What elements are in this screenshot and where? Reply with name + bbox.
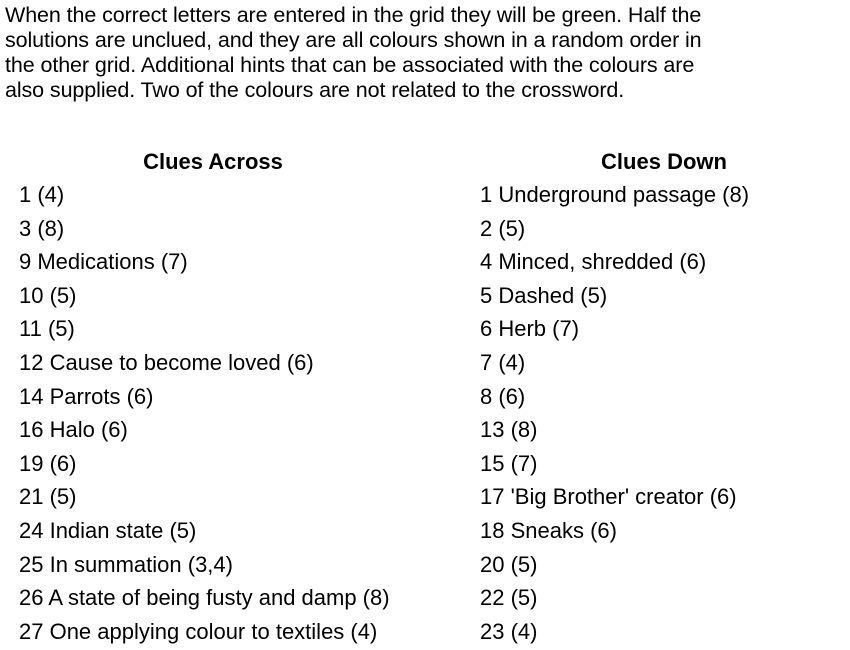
clue-across-11: 11 (5) <box>19 316 75 342</box>
clue-down-18: 18 Sneaks (6) <box>480 517 617 543</box>
clue-down-13: 13 (8) <box>480 417 538 443</box>
clue-across-21: 21 (5) <box>19 484 77 510</box>
clue-across-25: 25 In summation (3,4) <box>19 551 233 577</box>
clues-down-column <box>480 145 840 648</box>
clue-down-7: 7 (4) <box>480 349 526 375</box>
clue-down-20: 20 (5) <box>480 551 538 577</box>
instructions-line: also supplied. Two of the colours are not related to the crossword. <box>5 78 625 102</box>
clue-down-6: 6 Herb (7) <box>480 316 580 342</box>
clue-down-15: 15 (7) <box>480 450 538 476</box>
clues-down-list <box>480 178 840 648</box>
clue-across-16: 16 Halo (6) <box>19 417 128 443</box>
clue-down-4: 4 Minced, shredded (6) <box>480 249 707 275</box>
clue-down-8: 8 (6) <box>480 383 526 409</box>
clue-across-1: 1 (4) <box>19 182 65 207</box>
clue-across-27: 27 One applying colour to textiles (4) <box>19 618 378 644</box>
clues-across-list <box>19 178 439 648</box>
clue-across-9: 9 Medications (7) <box>19 249 188 275</box>
instructions-paragraph <box>5 3 847 103</box>
clue-across-3: 3 (8) <box>19 215 65 241</box>
instructions-line: When the correct letters are entered in the grid they will be green. Half the <box>5 3 702 27</box>
clue-across-10: 10 (5) <box>19 282 77 308</box>
clues-across-heading: Clues Across <box>143 149 283 174</box>
clue-down-17: 17 'Big Brother' creator (6) <box>480 484 737 510</box>
clue-down-22: 22 (5) <box>480 585 538 611</box>
clue-down-5: 5 Dashed (5) <box>480 282 608 308</box>
clue-across-19: 19 (6) <box>19 450 77 476</box>
clue-across-24: 24 Indian state (5) <box>19 517 197 543</box>
clue-down-23: 23 (4) <box>480 618 538 644</box>
clue-across-26: 26 A state of being fusty and damp (8) <box>19 585 390 611</box>
clue-across-14: 14 Parrots (6) <box>19 383 154 409</box>
clue-down-2: 2 (5) <box>480 215 526 241</box>
clues-across-column <box>19 145 439 648</box>
clues-down-heading: Clues Down <box>601 149 727 174</box>
clue-across-12: 12 Cause to become loved (6) <box>19 349 314 375</box>
instructions-line: the other grid. Additional hints that can be associated with the colours are <box>5 53 695 77</box>
instructions-line: solutions are unclued, and they are all colours shown in a random order in <box>5 28 702 52</box>
clue-down-1: 1 Underground passage (8) <box>480 182 750 207</box>
